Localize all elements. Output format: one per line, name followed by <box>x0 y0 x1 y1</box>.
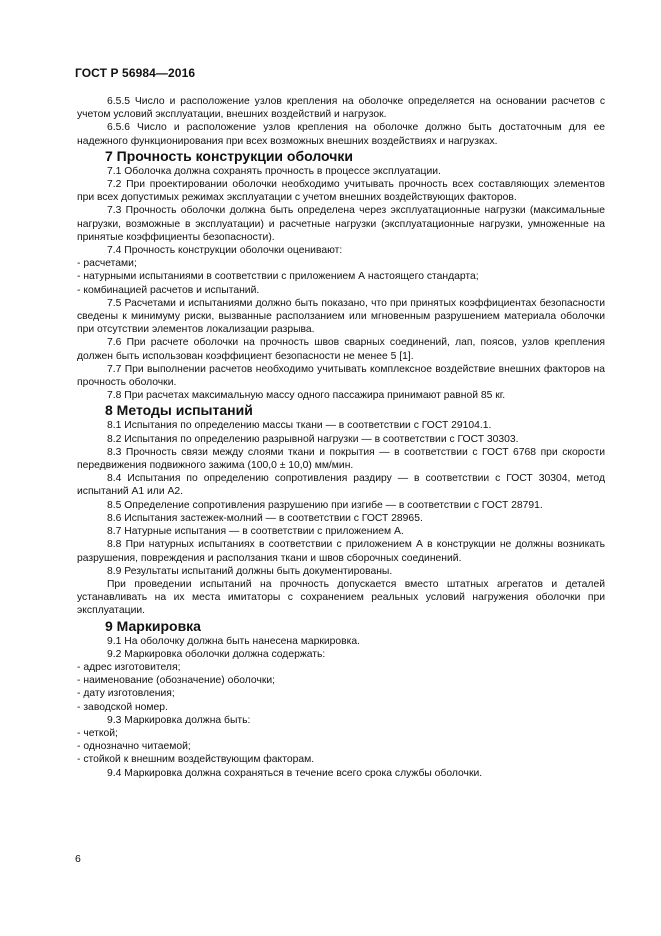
paragraph: 8.2 Испытания по определению разрывной нагрузки — в соответствии с ГОСТ 30303. <box>107 433 519 445</box>
paragraph: 8.6 Испытания застежек-молний — в соответствии с ГОСТ 28965. <box>107 512 423 524</box>
paragraph: 7.7 При выполнении расчетов необходимо учитывать комплексное воздействие внешних факторов на прочность оболочки. <box>77 363 605 389</box>
section-7-title: 7 Прочность конструкции оболочки <box>105 147 353 164</box>
paragraph: 8.4 Испытания по определению сопротивления раздиру — в соответствии с ГОСТ 30304, метод испытаний А1 или А2. <box>77 473 605 498</box>
list-item: - адрес изготовителя; <box>77 661 181 673</box>
paragraph: 7.8 При расчетах максимальную массу одного пассажира принимают равной 85 кг. <box>107 390 506 402</box>
paragraph: 8.7 Натурные испытания — в соответствии с приложением А. <box>107 526 404 538</box>
list-item: - натурными испытаниями в соответствии с приложением А настоящего стандарта; <box>77 271 479 283</box>
paragraph: 6.5.5 Число и расположение узлов крепления на оболочке определяется на основании расчетов с учетом условий эксплуатации, внешних воздействий и нагрузок. <box>77 96 605 121</box>
paragraph: 6.5.6 Число и расположение узлов крепления на оболочке должно быть достаточным для ее надежного функционирования при всех возможных внешних воздействиях и нагрузках. <box>77 122 605 147</box>
list-item: - заводской номер. <box>77 701 168 713</box>
paragraph: 9.2 Маркировка оболочки должна содержать: <box>107 648 326 660</box>
paragraph: 7.6 При расчете оболочки на прочность швов сварных соединений, лап, поясов, узлов крепления должен быть использован коэффициент безопасности не менее 5 [1]. <box>77 337 605 362</box>
list-item: - расчетами; <box>77 258 137 270</box>
paragraph: 8.8 При натурных испытаниях в соответствии с приложением А в конструкции не должны возникать разрушения, повреждения и расползания ткани и швов сборочных соединений. <box>77 539 605 564</box>
list-item: - наименование (обозначение) оболочки; <box>77 675 276 687</box>
list-item: - дату изготовления; <box>77 688 175 700</box>
section-9-title: 9 Маркировка <box>105 617 201 634</box>
paragraph: 8.5 Определение сопротивления разрушению при изгибе — в соответствии с ГОСТ 28791. <box>107 499 543 511</box>
paragraph: 7.4 Прочность конструкции оболочки оценивают: <box>107 245 343 257</box>
paragraph: 7.5 Расчетами и испытаниями должно быть показано, что при принятых коэффициентах безопасности сведены к минимуму риски, вызванные расползанием или мгновенным разрушением материала оболочки при отсутствии элементов локализации разрыва. <box>77 297 605 336</box>
paragraph: 9.3 Маркировка должна быть: <box>107 714 251 726</box>
paragraph: 9.4 Маркировка должна сохраняться в течение всего срока службы оболочки. <box>107 767 483 779</box>
paragraph: 7.2 При проектировании оболочки необходимо учитывать прочность всех составляющих элементов при всех допустимых режимах эксплуатации с учетом внешних воздействующих факторов. <box>77 179 605 204</box>
list-item: - комбинацией расчетов и испытаний. <box>77 284 260 296</box>
list-item: - однозначно читаемой; <box>77 741 191 753</box>
paragraph: 8.1 Испытания по определению массы ткани — в соответствии с ГОСТ 29104.1. <box>107 420 492 432</box>
list-item: - стойкой к внешним воздействующим факторам. <box>77 754 315 766</box>
list-item: - четкой; <box>77 727 118 739</box>
paragraph: 8.9 Результаты испытаний должны быть документированы. <box>107 565 393 577</box>
page-number: 6 <box>75 853 81 865</box>
paragraph: 9.1 На оболочку должна быть нанесена маркировка. <box>107 635 361 647</box>
section-8-title: 8 Методы испытаний <box>105 402 253 419</box>
paragraph: 8.3 Прочность связи между слоями ткани и покрытия — в соответствии с ГОСТ 6768 при скорости передвижения подвижного зажима (100,0 ± 10,0) мм/мин. <box>77 446 605 472</box>
page-body <box>77 95 605 780</box>
paragraph: 7.1 Оболочка должна сохранять прочность в процессе эксплуатации. <box>107 165 441 177</box>
paragraph: 7.3 Прочность оболочки должна быть определена через эксплуатационные нагрузки (максимальные нагрузки, возможные в эксплуатации) и расчетные нагрузки (эксплуатационные нагрузки, умноженные на принятые коэффициенты безопасности). <box>77 205 605 243</box>
paragraph: При проведении испытаний на прочность допускается вместо штатных агрегатов и деталей устанавливать на их места имитаторы с сохранением реальных условий нагружения оболочки при эксплуатации. <box>77 578 605 617</box>
document-code-header: ГОСТ Р 56984—2016 <box>75 66 196 80</box>
